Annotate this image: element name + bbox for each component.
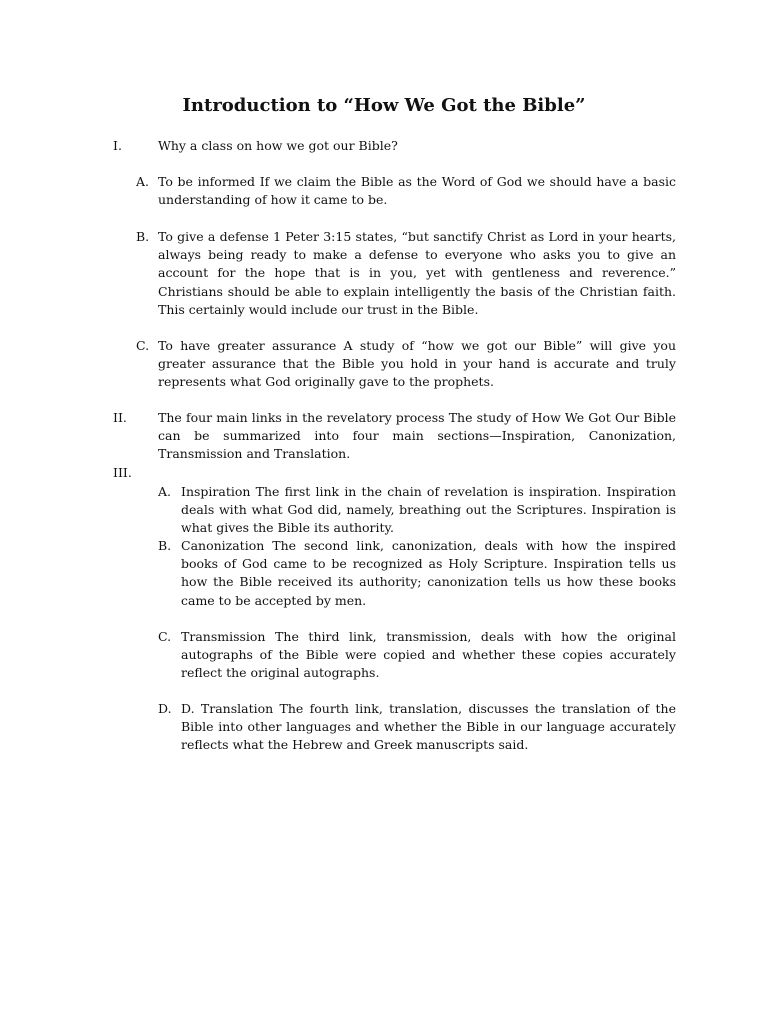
section-3-number: III. (113, 465, 132, 480)
section-1-number: I. (113, 138, 122, 153)
document-title: Introduction to “How We Got the Bible” (182, 95, 586, 116)
section-3-item-c-label: C. (158, 629, 172, 644)
section-3-item-d-text: D. Translation The fourth link, translation, discusses the translation of the Bible into other languages and whether the Bible in our language accurately reflects what the Hebrew and Greek manuscripts said. (181, 701, 676, 753)
section-1-item-b-label: B. (136, 229, 150, 244)
section-3-item-a-label: A. (158, 484, 172, 499)
section-1-item-b-text: To give a defense 1 Peter 3:15 states, “but sanctify Christ as Lord in your hearts, always being ready to make a defense to everyone who asks you to give an account for the hope that is in you, yet with gentleness and reverence.” Christians should be able to explain intelligently the basis of the Christian faith. This certainly would include our trust in the Bible. (158, 229, 676, 317)
section-3-item-b-text: Canonization The second link, canonization, deals with how the inspired books of God came to be recognized as Holy Scripture. Inspiration tells us how the Bible received its authority; canonization tells us how these books came to be accepted by men. (181, 538, 676, 608)
section-3-item-c-text: Transmission The third link, transmission, deals with how the original autographs of the Bible were copied and whether these copies accurately reflect the original autographs. (181, 629, 676, 681)
section-1-item-a-text: To be informed If we claim the Bible as the Word of God we should have a basic understanding of how it came to be. (158, 174, 676, 208)
section-3-item-b-label: B. (158, 538, 172, 553)
section-1-item-c-text: To have greater assurance A study of “how we got our Bible” will give you greater assurance that the Bible you hold in your hand is accurate and truly represents what God originally gave to the prophets. (158, 338, 676, 390)
section-3-item-a-text: Inspiration The first link in the chain of revelation is inspiration. Inspiration deals with what God did, namely, breathing out the Scriptures. Inspiration is what gives the Bible its authority. (181, 484, 676, 536)
section-2-text: The four main links in the revelatory process The study of How We Got Our Bible can be summarized into four main sections—Inspiration, Canonization, Transmission and Translation. (158, 410, 676, 462)
section-2-number: II. (113, 410, 127, 425)
section-3-item-d-label: D. (158, 701, 172, 716)
section-1-item-a-label: A. (136, 174, 150, 189)
section-1-heading: Why a class on how we got our Bible? (158, 138, 398, 153)
section-1-item-c-label: C. (136, 338, 150, 353)
